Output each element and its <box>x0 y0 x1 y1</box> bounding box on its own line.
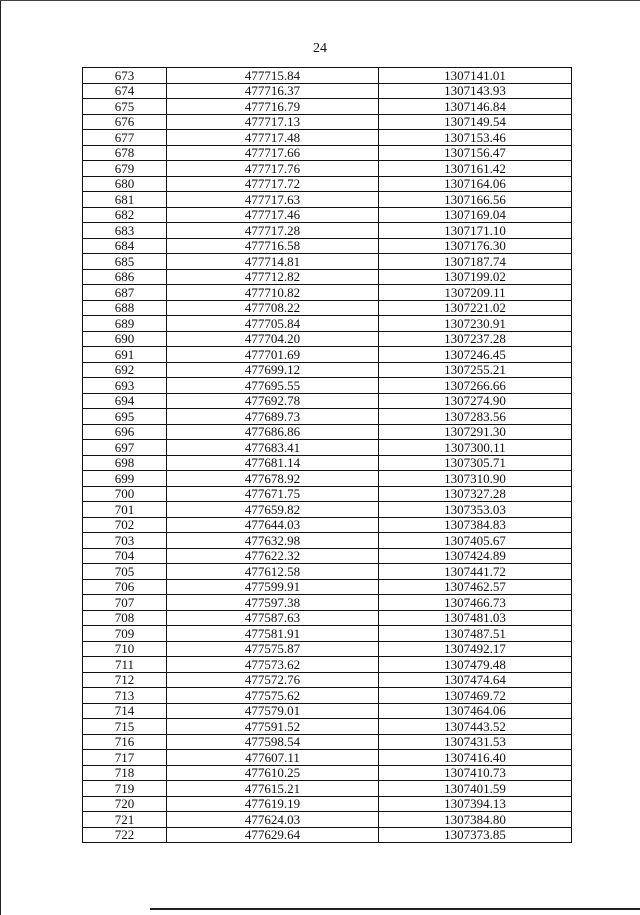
y-coordinate-cell: 1307187.74 <box>379 254 572 270</box>
table-row <box>83 765 572 781</box>
x-coordinate-cell: 477572.76 <box>167 672 379 688</box>
table-row <box>83 719 572 735</box>
table-row <box>83 145 572 161</box>
point-number-cell: 706 <box>83 579 167 595</box>
y-coordinate-cell: 1307169.04 <box>379 207 572 223</box>
point-number-cell: 682 <box>83 207 167 223</box>
point-number-cell: 695 <box>83 409 167 425</box>
table-row <box>83 502 572 518</box>
point-number-cell: 704 <box>83 548 167 564</box>
y-coordinate-cell: 1307300.11 <box>379 440 572 456</box>
y-coordinate-cell: 1307221.02 <box>379 300 572 316</box>
x-coordinate-cell: 477717.13 <box>167 114 379 130</box>
point-number-cell: 689 <box>83 316 167 332</box>
x-coordinate-cell: 477715.84 <box>167 68 379 84</box>
y-coordinate-cell: 1307474.64 <box>379 672 572 688</box>
point-number-cell: 722 <box>83 827 167 843</box>
table-row <box>83 533 572 549</box>
point-number-cell: 719 <box>83 781 167 797</box>
point-number-cell: 718 <box>83 765 167 781</box>
x-coordinate-cell: 477695.55 <box>167 378 379 394</box>
table-row <box>83 192 572 208</box>
table-row <box>83 796 572 812</box>
point-number-cell: 683 <box>83 223 167 239</box>
x-coordinate-cell: 477607.11 <box>167 750 379 766</box>
x-coordinate-cell: 477622.32 <box>167 548 379 564</box>
table-row <box>83 254 572 270</box>
x-coordinate-cell: 477705.84 <box>167 316 379 332</box>
coordinates-table <box>82 67 572 843</box>
point-number-cell: 708 <box>83 610 167 626</box>
table-row <box>83 657 572 673</box>
x-coordinate-cell: 477708.22 <box>167 300 379 316</box>
y-coordinate-cell: 1307156.47 <box>379 145 572 161</box>
y-coordinate-cell: 1307410.73 <box>379 765 572 781</box>
table-row <box>83 285 572 301</box>
table-row <box>83 223 572 239</box>
y-coordinate-cell: 1307481.03 <box>379 610 572 626</box>
y-coordinate-cell: 1307441.72 <box>379 564 572 580</box>
table-row <box>83 99 572 115</box>
x-coordinate-cell: 477587.63 <box>167 610 379 626</box>
x-coordinate-cell: 477692.78 <box>167 393 379 409</box>
table-row <box>83 781 572 797</box>
y-coordinate-cell: 1307149.54 <box>379 114 572 130</box>
x-coordinate-cell: 477671.75 <box>167 486 379 502</box>
y-coordinate-cell: 1307469.72 <box>379 688 572 704</box>
point-number-cell: 716 <box>83 734 167 750</box>
point-number-cell: 674 <box>83 83 167 99</box>
table-row <box>83 114 572 130</box>
table-row <box>83 409 572 425</box>
table-row <box>83 734 572 750</box>
table-row <box>83 347 572 363</box>
y-coordinate-cell: 1307171.10 <box>379 223 572 239</box>
x-coordinate-cell: 477717.72 <box>167 176 379 192</box>
point-number-cell: 705 <box>83 564 167 580</box>
y-coordinate-cell: 1307310.90 <box>379 471 572 487</box>
point-number-cell: 678 <box>83 145 167 161</box>
y-coordinate-cell: 1307327.28 <box>379 486 572 502</box>
y-coordinate-cell: 1307405.67 <box>379 533 572 549</box>
y-coordinate-cell: 1307230.91 <box>379 316 572 332</box>
table-row <box>83 269 572 285</box>
point-number-cell: 703 <box>83 533 167 549</box>
point-number-cell: 721 <box>83 812 167 828</box>
point-number-cell: 720 <box>83 796 167 812</box>
x-coordinate-cell: 477591.52 <box>167 719 379 735</box>
table-row <box>83 176 572 192</box>
point-number-cell: 679 <box>83 161 167 177</box>
table-row <box>83 579 572 595</box>
x-coordinate-cell: 477579.01 <box>167 703 379 719</box>
scan-edge-top <box>0 0 640 1</box>
x-coordinate-cell: 477717.48 <box>167 130 379 146</box>
y-coordinate-cell: 1307283.56 <box>379 409 572 425</box>
x-coordinate-cell: 477599.91 <box>167 579 379 595</box>
y-coordinate-cell: 1307424.89 <box>379 548 572 564</box>
x-coordinate-cell: 477717.46 <box>167 207 379 223</box>
point-number-cell: 698 <box>83 455 167 471</box>
table-row <box>83 595 572 611</box>
point-number-cell: 710 <box>83 641 167 657</box>
table-row <box>83 331 572 347</box>
y-coordinate-cell: 1307246.45 <box>379 347 572 363</box>
table-row <box>83 812 572 828</box>
x-coordinate-cell: 477575.62 <box>167 688 379 704</box>
y-coordinate-cell: 1307291.30 <box>379 424 572 440</box>
point-number-cell: 712 <box>83 672 167 688</box>
table-row <box>83 688 572 704</box>
table-row <box>83 393 572 409</box>
table-row <box>83 548 572 564</box>
y-coordinate-cell: 1307416.40 <box>379 750 572 766</box>
y-coordinate-cell: 1307266.66 <box>379 378 572 394</box>
y-coordinate-cell: 1307209.11 <box>379 285 572 301</box>
y-coordinate-cell: 1307487.51 <box>379 626 572 642</box>
table-row <box>83 362 572 378</box>
x-coordinate-cell: 477717.28 <box>167 223 379 239</box>
y-coordinate-cell: 1307353.03 <box>379 502 572 518</box>
y-coordinate-cell: 1307373.85 <box>379 827 572 843</box>
y-coordinate-cell: 1307164.06 <box>379 176 572 192</box>
y-coordinate-cell: 1307443.52 <box>379 719 572 735</box>
table-row <box>83 455 572 471</box>
point-number-cell: 693 <box>83 378 167 394</box>
point-number-cell: 711 <box>83 657 167 673</box>
y-coordinate-cell: 1307394.13 <box>379 796 572 812</box>
x-coordinate-cell: 477717.66 <box>167 145 379 161</box>
table-row <box>83 610 572 626</box>
point-number-cell: 714 <box>83 703 167 719</box>
x-coordinate-cell: 477689.73 <box>167 409 379 425</box>
y-coordinate-cell: 1307146.84 <box>379 99 572 115</box>
x-coordinate-cell: 477624.03 <box>167 812 379 828</box>
x-coordinate-cell: 477597.38 <box>167 595 379 611</box>
table-row <box>83 130 572 146</box>
y-coordinate-cell: 1307401.59 <box>379 781 572 797</box>
x-coordinate-cell: 477699.12 <box>167 362 379 378</box>
y-coordinate-cell: 1307431.53 <box>379 734 572 750</box>
x-coordinate-cell: 477612.58 <box>167 564 379 580</box>
point-number-cell: 715 <box>83 719 167 735</box>
x-coordinate-cell: 477710.82 <box>167 285 379 301</box>
point-number-cell: 685 <box>83 254 167 270</box>
table-row <box>83 83 572 99</box>
x-coordinate-cell: 477610.25 <box>167 765 379 781</box>
point-number-cell: 713 <box>83 688 167 704</box>
table-row <box>83 440 572 456</box>
y-coordinate-cell: 1307255.21 <box>379 362 572 378</box>
point-number-cell: 696 <box>83 424 167 440</box>
x-coordinate-cell: 477716.58 <box>167 238 379 254</box>
point-number-cell: 700 <box>83 486 167 502</box>
table-row <box>83 672 572 688</box>
point-number-cell: 673 <box>83 68 167 84</box>
table-row <box>83 564 572 580</box>
y-coordinate-cell: 1307237.28 <box>379 331 572 347</box>
y-coordinate-cell: 1307464.06 <box>379 703 572 719</box>
y-coordinate-cell: 1307141.01 <box>379 68 572 84</box>
x-coordinate-cell: 477681.14 <box>167 455 379 471</box>
x-coordinate-cell: 477678.92 <box>167 471 379 487</box>
y-coordinate-cell: 1307161.42 <box>379 161 572 177</box>
table-row <box>83 238 572 254</box>
point-number-cell: 709 <box>83 626 167 642</box>
x-coordinate-cell: 477714.81 <box>167 254 379 270</box>
point-number-cell: 707 <box>83 595 167 611</box>
x-coordinate-cell: 477716.79 <box>167 99 379 115</box>
table-row <box>83 626 572 642</box>
x-coordinate-cell: 477659.82 <box>167 502 379 518</box>
x-coordinate-cell: 477598.54 <box>167 734 379 750</box>
table-row <box>83 68 572 84</box>
y-coordinate-cell: 1307305.71 <box>379 455 572 471</box>
table-row <box>83 424 572 440</box>
y-coordinate-cell: 1307274.90 <box>379 393 572 409</box>
point-number-cell: 697 <box>83 440 167 456</box>
table-row <box>83 703 572 719</box>
point-number-cell: 701 <box>83 502 167 518</box>
y-coordinate-cell: 1307384.83 <box>379 517 572 533</box>
x-coordinate-cell: 477573.62 <box>167 657 379 673</box>
table-row <box>83 517 572 533</box>
y-coordinate-cell: 1307462.57 <box>379 579 572 595</box>
table-row <box>83 316 572 332</box>
x-coordinate-cell: 477644.03 <box>167 517 379 533</box>
x-coordinate-cell: 477704.20 <box>167 331 379 347</box>
y-coordinate-cell: 1307166.56 <box>379 192 572 208</box>
table-row <box>83 750 572 766</box>
point-number-cell: 677 <box>83 130 167 146</box>
x-coordinate-cell: 477615.21 <box>167 781 379 797</box>
y-coordinate-cell: 1307384.80 <box>379 812 572 828</box>
x-coordinate-cell: 477717.63 <box>167 192 379 208</box>
scan-edge-bottom <box>150 908 640 910</box>
point-number-cell: 688 <box>83 300 167 316</box>
point-number-cell: 681 <box>83 192 167 208</box>
point-number-cell: 687 <box>83 285 167 301</box>
table-row <box>83 300 572 316</box>
y-coordinate-cell: 1307199.02 <box>379 269 572 285</box>
point-number-cell: 702 <box>83 517 167 533</box>
y-coordinate-cell: 1307176.30 <box>379 238 572 254</box>
point-number-cell: 676 <box>83 114 167 130</box>
point-number-cell: 699 <box>83 471 167 487</box>
point-number-cell: 680 <box>83 176 167 192</box>
x-coordinate-cell: 477619.19 <box>167 796 379 812</box>
x-coordinate-cell: 477717.76 <box>167 161 379 177</box>
y-coordinate-cell: 1307153.46 <box>379 130 572 146</box>
y-coordinate-cell: 1307479.48 <box>379 657 572 673</box>
x-coordinate-cell: 477575.87 <box>167 641 379 657</box>
point-number-cell: 694 <box>83 393 167 409</box>
table-row <box>83 486 572 502</box>
point-number-cell: 690 <box>83 331 167 347</box>
x-coordinate-cell: 477716.37 <box>167 83 379 99</box>
table-row <box>83 161 572 177</box>
coordinates-table-body <box>83 68 572 843</box>
point-number-cell: 717 <box>83 750 167 766</box>
x-coordinate-cell: 477581.91 <box>167 626 379 642</box>
point-number-cell: 684 <box>83 238 167 254</box>
point-number-cell: 675 <box>83 99 167 115</box>
x-coordinate-cell: 477701.69 <box>167 347 379 363</box>
table-row <box>83 471 572 487</box>
scan-edge-left <box>0 0 1 915</box>
point-number-cell: 691 <box>83 347 167 363</box>
x-coordinate-cell: 477712.82 <box>167 269 379 285</box>
table-row <box>83 207 572 223</box>
page-number: 24 <box>313 41 327 56</box>
y-coordinate-cell: 1307492.17 <box>379 641 572 657</box>
x-coordinate-cell: 477629.64 <box>167 827 379 843</box>
x-coordinate-cell: 477683.41 <box>167 440 379 456</box>
table-row <box>83 641 572 657</box>
y-coordinate-cell: 1307143.93 <box>379 83 572 99</box>
point-number-cell: 686 <box>83 269 167 285</box>
table-row <box>83 827 572 843</box>
x-coordinate-cell: 477632.98 <box>167 533 379 549</box>
table-row <box>83 378 572 394</box>
x-coordinate-cell: 477686.86 <box>167 424 379 440</box>
point-number-cell: 692 <box>83 362 167 378</box>
y-coordinate-cell: 1307466.73 <box>379 595 572 611</box>
